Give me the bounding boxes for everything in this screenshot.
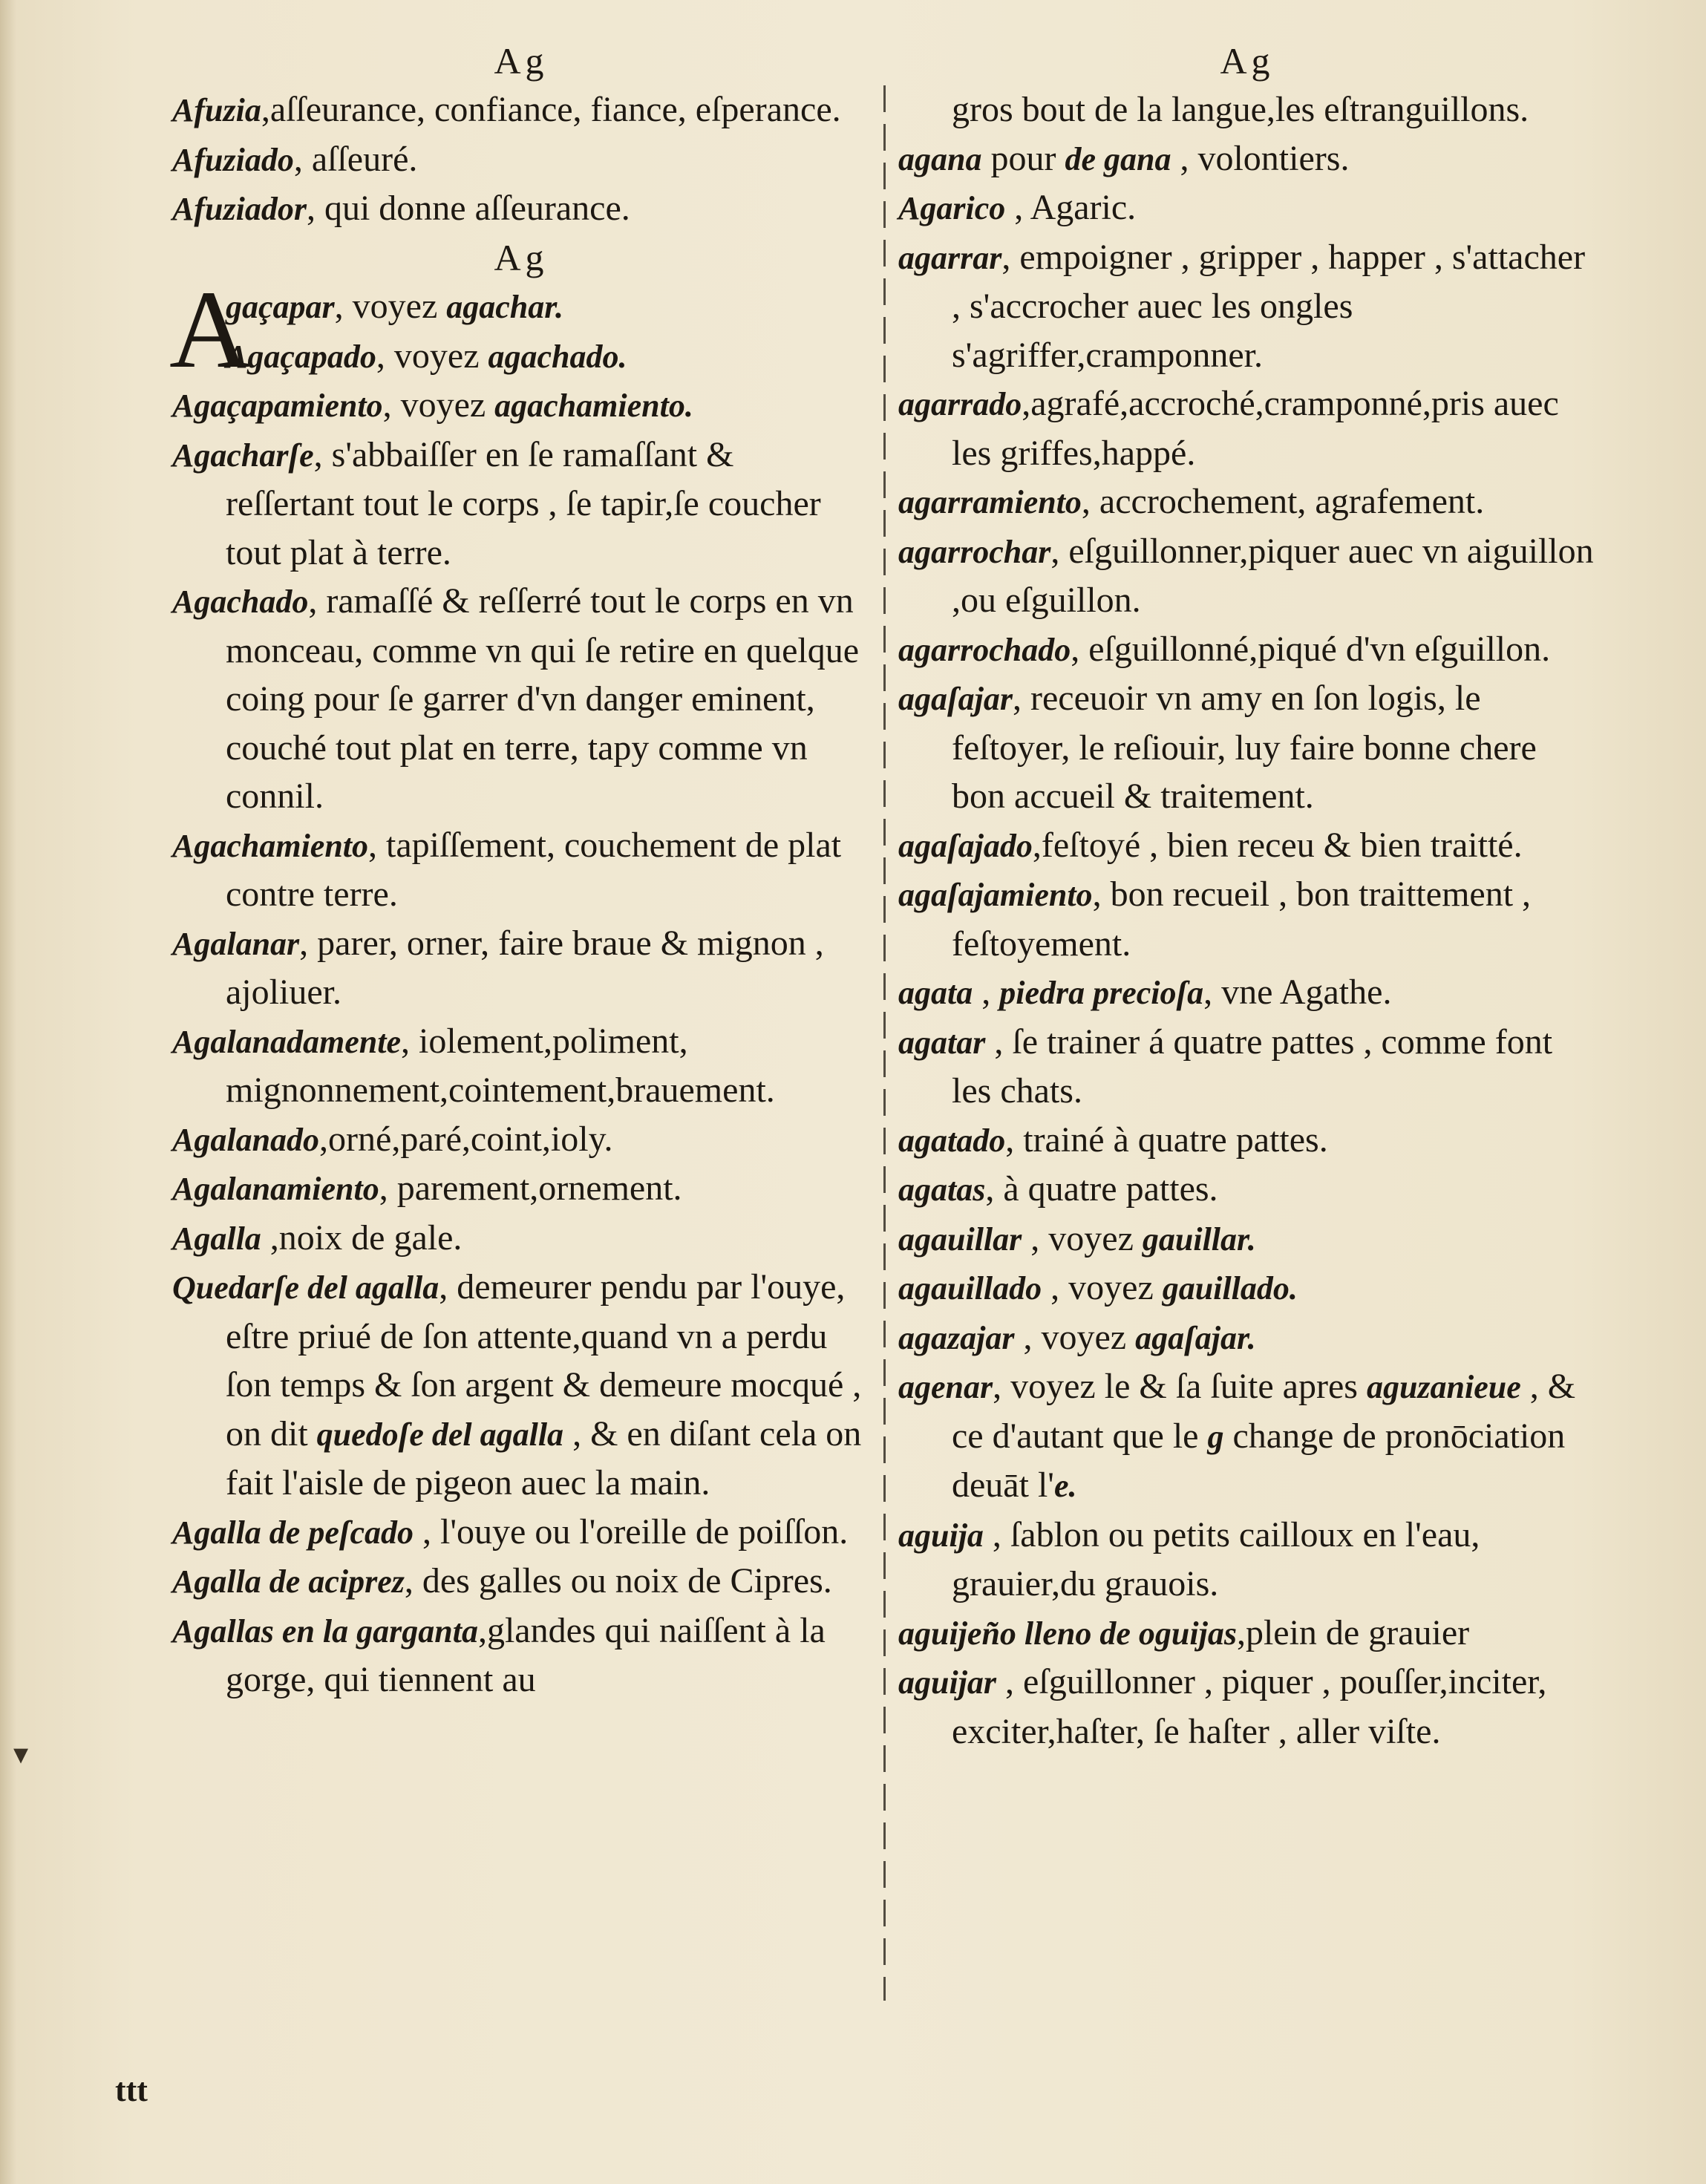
headword: Agachado — [172, 583, 309, 620]
definition: , l'ouye ou l'oreille de poiſſon. — [414, 1511, 849, 1552]
definition: , à quatre pattes. — [985, 1169, 1218, 1209]
dictionary-entry — [172, 1164, 870, 1214]
headword: agatar — [898, 1024, 986, 1061]
continued-definition: gros bout de la langue,les eſtranguillons. — [952, 90, 1529, 129]
definition: , ſablon ou petits cailloux en l'eau, grauier,du grauois. — [952, 1514, 1480, 1603]
definition: , receuoir vn amy en ſon logis, le feſtoyer, le reſiouir, luy faire bonne chere bon accueil & traitement. — [952, 679, 1537, 816]
cross-reference: gauillar. — [1142, 1220, 1256, 1258]
dictionary-entry — [898, 1116, 1596, 1165]
headword: Afuzia — [172, 92, 261, 128]
dictionary-entry — [898, 379, 1596, 477]
headword: agata — [898, 975, 973, 1011]
definition: , ramaſſé & reſſerré tout le corps en vn monceau, comme vn qui ſe retire en quelque coing pour ſe garrer d'vn danger eminent, couché tout plat en terre, tapy comme vn connil. — [226, 581, 860, 816]
definition: , voyez le & ſa ſuite apres — [993, 1367, 1367, 1406]
dictionary-entry — [172, 1606, 870, 1704]
cross-reference: aguzanieue — [1366, 1369, 1521, 1405]
cross-reference: agaſajar. — [1135, 1319, 1256, 1356]
headword: Agaçapamiento — [172, 388, 383, 424]
dictionary-entry — [226, 282, 870, 332]
dictionary-entry — [172, 1115, 870, 1165]
headword: Agalanadamente — [172, 1023, 402, 1060]
dictionary-entry — [172, 85, 870, 135]
definition: , s'abbaiſſer en ſe ramaſſant & reſſertant tout le corps , ſe tapir,ſe coucher tout plat à terre. — [226, 434, 821, 572]
page-edge — [0, 0, 16, 2184]
headword: agarrochado — [898, 631, 1071, 668]
dropcap-block — [169, 268, 870, 391]
dictionary-entry — [898, 1362, 1596, 1511]
dictionary-entry — [898, 477, 1596, 527]
dictionary-entry — [898, 1165, 1596, 1214]
definition: , parer, orner, faire braue & mignon , ajoliuer. — [226, 923, 824, 1012]
headword: Agalla — [172, 1220, 261, 1257]
headword: agarrado — [898, 386, 1022, 422]
headword: Agaçapado — [226, 338, 376, 375]
quoted-phrase: de gana — [1065, 140, 1171, 177]
dictionary-entry — [898, 1214, 1596, 1264]
headword: agatas — [898, 1171, 986, 1208]
printer-signature: ttt — [115, 2072, 148, 2108]
dictionary-entry — [172, 1017, 870, 1115]
dictionary-entry — [172, 1214, 870, 1263]
headword: agaſajado — [898, 827, 1033, 864]
dictionary-entry — [226, 332, 870, 382]
headword: aguija — [898, 1517, 984, 1554]
dictionary-entry — [898, 527, 1596, 625]
headword: Agalla de aciprez — [172, 1563, 405, 1600]
definition: , trainé à quatre pattes. — [1005, 1119, 1328, 1160]
headword: Agallas en la garganta — [172, 1612, 478, 1650]
definition: , ſe trainer á quatre pattes , comme font les chats. — [952, 1021, 1553, 1111]
letter-reference: g — [1207, 1418, 1224, 1455]
section-heading: Ag — [494, 236, 549, 278]
left-column — [169, 37, 870, 1704]
dictionary-entry — [172, 1263, 870, 1508]
headword: Afuziador — [172, 191, 307, 227]
margin-mark-icon: ▾ — [13, 1737, 29, 1771]
headword: agauillado — [898, 1270, 1042, 1307]
headword: agauillar — [898, 1220, 1022, 1258]
dictionary-entry — [172, 184, 870, 234]
quoted-phrase: quedoſe del agalla — [316, 1416, 564, 1453]
definition: , Agaric. — [1005, 188, 1137, 227]
definition: , — [973, 972, 1000, 1012]
dictionary-entry — [898, 674, 1596, 821]
cross-reference: agachamiento. — [494, 388, 693, 424]
definition: , voyez — [1014, 1317, 1136, 1357]
definition: ,agrafé,accroché,cramponné,pris auec les griffes,happé. — [952, 384, 1559, 473]
definition: , eſguillonné,piqué d'vn eſguillon. — [1071, 629, 1551, 669]
dictionary-entry — [898, 968, 1596, 1018]
quoted-phrase: piedra precioſa — [999, 975, 1204, 1011]
definition: , vne Agathe. — [1203, 972, 1392, 1012]
headword: gaçapar — [226, 289, 335, 325]
headword: aguijar — [898, 1664, 997, 1701]
dictionary-entry — [172, 821, 870, 919]
dictionary-entry — [172, 135, 870, 185]
headword: Agacharſe — [172, 437, 314, 474]
dictionary-entry — [898, 625, 1596, 675]
cross-reference: agachar. — [446, 289, 563, 325]
headword: Agalanar — [172, 925, 300, 962]
definition: , eſguillonner , piquer , pouſſer,inciter, exciter,haſter, ſe haſter , aller viſte. — [952, 1662, 1547, 1751]
definition: , accrochement, agrafement. — [1081, 482, 1485, 521]
drop-cap-initial: A — [169, 268, 250, 391]
definition: , eſguillonner,piquer auec vn aiguillon ,ou eſguillon. — [952, 531, 1594, 620]
headword: agazajar — [898, 1319, 1015, 1356]
right-column — [898, 37, 1596, 1756]
dictionary-entry — [172, 919, 870, 1017]
dictionary-entry — [898, 233, 1596, 380]
dictionary-entry — [898, 870, 1596, 968]
definition: , voyez — [334, 287, 447, 326]
headword: Agalanamiento — [172, 1171, 379, 1207]
running-head-left: Ag — [494, 40, 549, 82]
headword: agenar — [898, 1369, 993, 1405]
dictionary-entry — [172, 431, 870, 578]
headword: agaſajar — [898, 681, 1013, 717]
cross-reference: gauillado. — [1162, 1270, 1298, 1307]
definition: , voyez — [376, 336, 488, 376]
headword: aguijeño lleno de oguijas — [898, 1615, 1237, 1652]
definition: ,noix de gale. — [261, 1217, 463, 1258]
dictionary-entry — [898, 821, 1596, 871]
definition: , bon recueil , bon traittement , feſtoyement. — [952, 874, 1532, 964]
dictionary-entry — [172, 1508, 870, 1557]
dictionary-entry — [172, 381, 870, 431]
running-head-right: Ag — [1220, 40, 1275, 82]
headword: Agalla de peſcado — [172, 1514, 414, 1551]
definition: , parement,ornement. — [379, 1168, 682, 1208]
dictionary-entry — [898, 1018, 1596, 1116]
definition: , voyez — [1042, 1268, 1163, 1307]
headword: agana — [898, 140, 982, 177]
dictionary-entry — [898, 183, 1596, 233]
definition: , & en diſant cela on fait l'aisle de pigeon auec la main. — [226, 1413, 862, 1503]
headword: Quedarſe del agalla — [172, 1269, 439, 1306]
definition: , empoigner , gripper , happer , s'attacher , s'accrocher auec les ongles s'agriffer,cramponner. — [952, 237, 1586, 375]
definition: , des galles ou noix de Cipres. — [404, 1561, 832, 1601]
definition: , voyez — [382, 385, 495, 425]
dictionary-entry — [898, 134, 1596, 184]
headword: Agalanado — [172, 1121, 320, 1158]
definition: pour — [981, 138, 1065, 178]
definition: ,aſſeurance, confiance, fiance, eſperance. — [261, 90, 841, 129]
dictionary-entry — [898, 1313, 1596, 1363]
dictionary-entry — [898, 1263, 1596, 1313]
definition: , voyez — [1022, 1218, 1143, 1258]
dictionary-entry — [898, 1609, 1596, 1658]
headword: agarrochar — [898, 533, 1051, 570]
definition: , tapiſſement, couchement de plat contre terre. — [226, 825, 842, 914]
definition: ,plein de grauier — [1236, 1612, 1470, 1652]
headword: Afuziado — [172, 141, 294, 178]
definition: ,orné,paré,coint,ioly. — [319, 1119, 613, 1159]
definition: change de pronōciation deuāt l' — [952, 1416, 1566, 1505]
definition: , iolement,poliment, mignonnement,cointement,brauement. — [226, 1021, 775, 1110]
headword: Agarico — [898, 190, 1006, 226]
letter-reference: e. — [1053, 1468, 1077, 1504]
headword: agarrar — [898, 239, 1002, 276]
definition: ,feſtoyé , bien receu & bien traitté. — [1032, 825, 1523, 865]
dictionary-entry — [172, 1557, 870, 1606]
definition: ,glandes qui naiſſent à la gorge, qui tiennent au — [226, 1610, 826, 1699]
headword: agatado — [898, 1122, 1006, 1159]
definition: , aſſeuré. — [293, 139, 418, 179]
headword: Agachamiento — [172, 827, 369, 864]
headword: agaſajamiento — [898, 877, 1093, 913]
dictionary-entry — [172, 577, 870, 821]
column-rule — [883, 85, 886, 2001]
headword: agarramiento — [898, 484, 1082, 520]
dictionary-entry — [898, 1511, 1596, 1609]
definition: , demeurer pendu par l'ouye, eſtre priué de ſon attente,quand vn a perdu ſon temps & ſon argent & demeure mocqué , on dit — [226, 1267, 862, 1454]
definition: , qui donne aſſeurance. — [306, 189, 630, 228]
definition: , volontiers. — [1171, 138, 1350, 178]
definition: , & ce d'autant que le — [952, 1367, 1576, 1456]
cross-reference: agachado. — [488, 338, 627, 375]
dictionary-entry — [898, 1658, 1596, 1756]
